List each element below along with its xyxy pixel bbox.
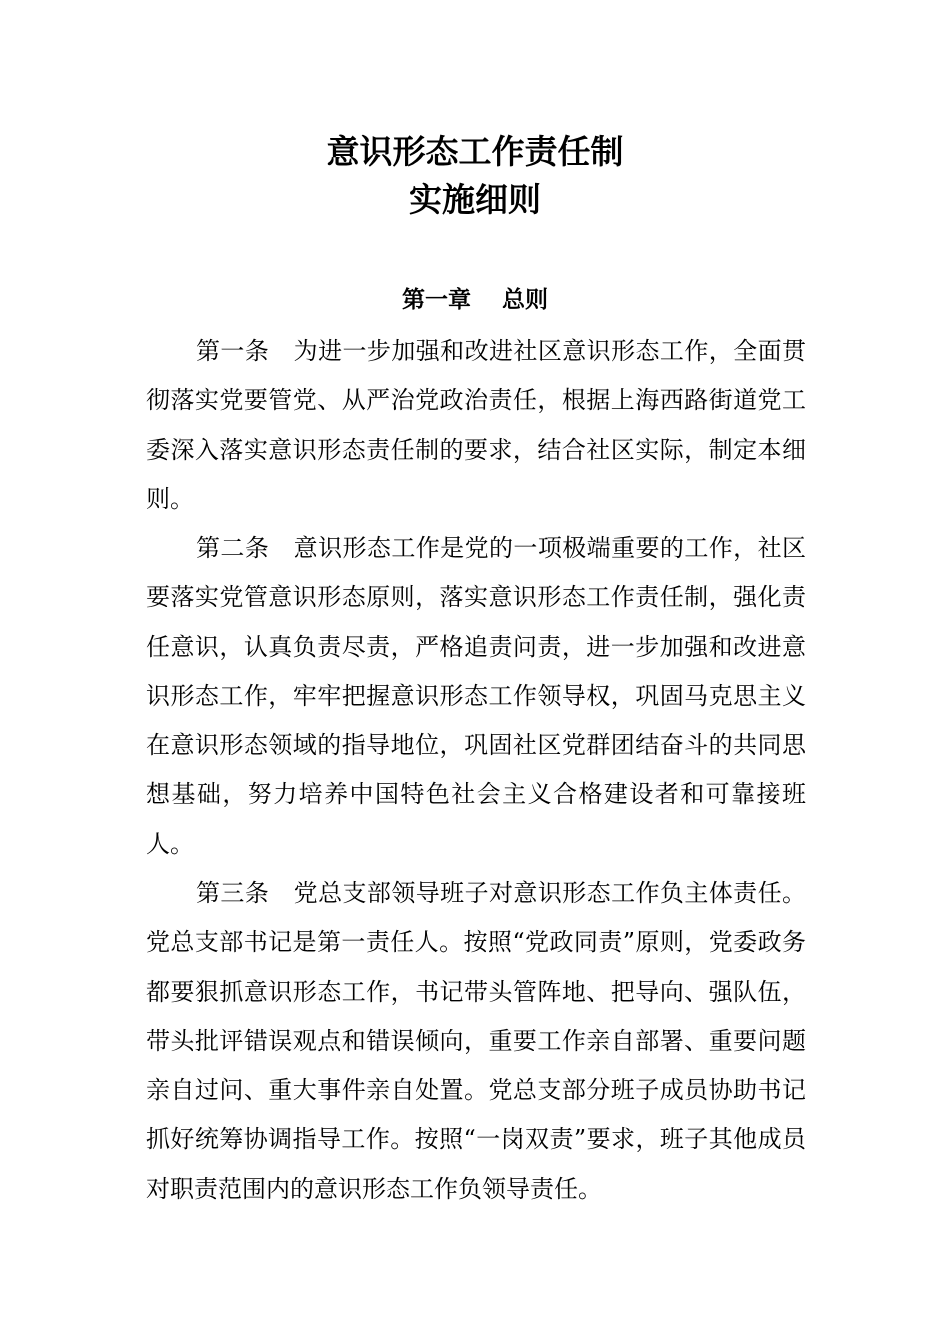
article-1: 第一条 为进一步加强和改进社区意识形态工作，全面贯彻落实党要管党、从严治党政治责任，根据上海西路街道党工委深入落实意识形态责任制的要求，结合社区实际，制定本细则。 — [146, 337, 806, 513]
document-subtitle: 实施细则 — [409, 180, 541, 219]
article-3: 第三条 党总支部领导班子对意识形态工作负主体责任。党总支部书记是第一责任人。按照“党政同责”原则，党委政务都要狠抓意识形态工作，书记带头管阵地、把导向、强队伍，带头批评错误观点和错误倾向，重要工作亲自部署、重要问题亲自过问、重大事件亲自处置。党总支部分班子成员协助书记抓好统筹协调指导工作。按照“一岗双责”要求，班子其他成员对职责范围内的意识形态工作负领导责任。 — [146, 879, 806, 1203]
article-2: 第二条 意识形态工作是党的一项极端重要的工作，社区要落实党管意识形态原则，落实意识形态工作责任制，强化责任意识，认真负责尽责，严格追责问责，进一步加强和改进意识形态工作，牢牢把握意识形态工作领导权，巩固马克思主义在意识形态领域的指导地位，巩固社区党群团结奋斗的共同思想基础，努力培养中国特色社会主义合格建设者和可靠接班人。 — [146, 534, 806, 858]
document-title: 意识形态工作责任制 — [326, 132, 624, 171]
chapter-heading: 第一章 总则 — [401, 287, 548, 313]
